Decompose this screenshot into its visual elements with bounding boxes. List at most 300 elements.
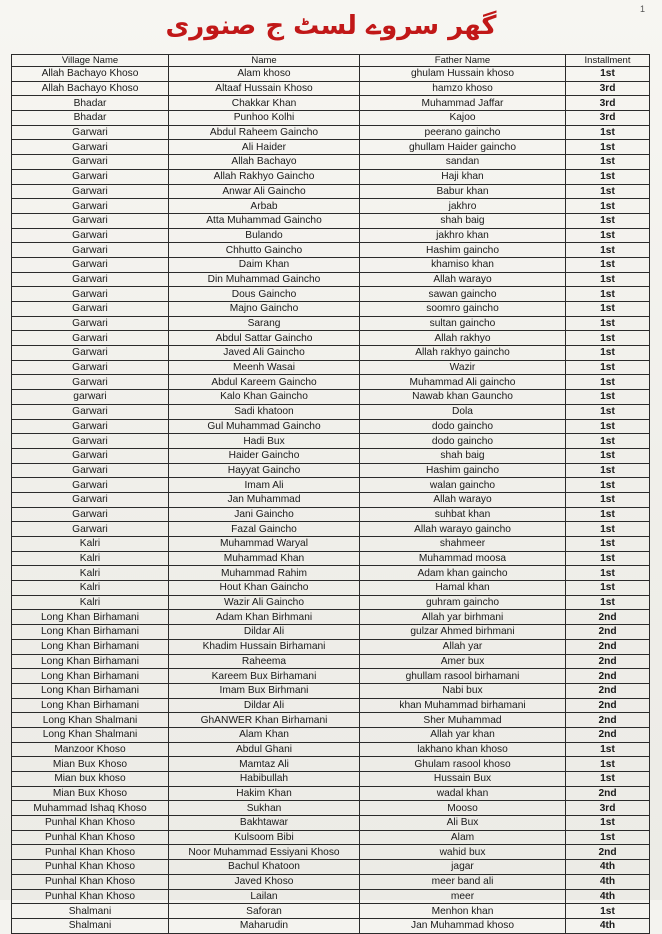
village-cell: Bhadar <box>12 111 169 126</box>
table-row <box>12 639 650 654</box>
installment-cell: 3rd <box>566 96 650 111</box>
name-cell: Chakkar Khan <box>169 96 360 111</box>
father-name-cell: jakhro <box>360 199 566 214</box>
name-cell: Bachul Khatoon <box>169 860 360 875</box>
village-cell: Garwari <box>12 375 169 390</box>
village-cell: Allah Bachayo Khoso <box>12 67 169 82</box>
table-row <box>12 816 650 831</box>
village-cell: Garwari <box>12 228 169 243</box>
table-row <box>12 669 650 684</box>
table-row <box>12 419 650 434</box>
village-cell: Garwari <box>12 140 169 155</box>
table-row <box>12 169 650 184</box>
name-cell: Hadi Bux <box>169 434 360 449</box>
father-name-cell: Dola <box>360 404 566 419</box>
name-cell: Abdul Ghani <box>169 742 360 757</box>
table-row <box>12 904 650 919</box>
table-row <box>12 448 650 463</box>
father-name-cell: Muhammad moosa <box>360 551 566 566</box>
table-row <box>12 581 650 596</box>
installment-cell: 2nd <box>566 713 650 728</box>
name-cell: Kalo Khan Gaincho <box>169 390 360 405</box>
father-name-cell: Hashim gaincho <box>360 243 566 258</box>
village-cell: Long Khan Birhamani <box>12 639 169 654</box>
table-row <box>12 786 650 801</box>
installment-cell: 1st <box>566 287 650 302</box>
installment-cell: 1st <box>566 419 650 434</box>
village-cell: Kalri <box>12 581 169 596</box>
name-cell: Din Muhammad Gaincho <box>169 272 360 287</box>
table-row <box>12 713 650 728</box>
village-cell: Garwari <box>12 169 169 184</box>
table-row <box>12 566 650 581</box>
table-row <box>12 727 650 742</box>
name-cell: Imam Ali <box>169 478 360 493</box>
name-cell: Punhoo Kolhi <box>169 111 360 126</box>
name-cell: Javed Ali Gaincho <box>169 346 360 361</box>
table-row <box>12 140 650 155</box>
installment-cell: 1st <box>566 199 650 214</box>
father-name-cell: Hussain Bux <box>360 772 566 787</box>
installment-cell: 1st <box>566 757 650 772</box>
father-name-cell: Amer bux <box>360 654 566 669</box>
name-cell: Abdul Kareem Gaincho <box>169 375 360 390</box>
father-name-cell: Allah warayo <box>360 272 566 287</box>
father-name-cell: Hamal khan <box>360 581 566 596</box>
installment-cell: 1st <box>566 375 650 390</box>
father-name-cell: Haji khan <box>360 169 566 184</box>
installment-cell: 4th <box>566 889 650 904</box>
installment-cell: 1st <box>566 67 650 82</box>
installment-cell: 4th <box>566 860 650 875</box>
village-cell: Shalmani <box>12 918 169 933</box>
village-cell: Kalri <box>12 566 169 581</box>
father-name-cell: Allah yar <box>360 639 566 654</box>
village-cell: Garwari <box>12 419 169 434</box>
village-cell: Kalri <box>12 595 169 610</box>
table-row <box>12 346 650 361</box>
name-cell: Ali Haider <box>169 140 360 155</box>
installment-cell: 1st <box>566 434 650 449</box>
father-name-cell: ghulam Hussain khoso <box>360 67 566 82</box>
table-row <box>12 801 650 816</box>
father-name-cell: Allah rakhyo <box>360 331 566 346</box>
father-name-cell: sawan gaincho <box>360 287 566 302</box>
village-cell: Garwari <box>12 507 169 522</box>
village-cell: Garwari <box>12 360 169 375</box>
installment-cell: 2nd <box>566 683 650 698</box>
table-row <box>12 463 650 478</box>
installment-cell: 1st <box>566 316 650 331</box>
installment-cell: 1st <box>566 346 650 361</box>
installment-cell: 1st <box>566 360 650 375</box>
installment-cell: 1st <box>566 448 650 463</box>
village-cell: Shalmani <box>12 904 169 919</box>
father-name-cell: Allah warayo <box>360 492 566 507</box>
installment-cell: 1st <box>566 478 650 493</box>
father-name-cell: khamiso khan <box>360 257 566 272</box>
name-cell: Abdul Raheem Gaincho <box>169 125 360 140</box>
installment-cell: 2nd <box>566 610 650 625</box>
name-cell: Muhammad Waryal <box>169 537 360 552</box>
village-cell: Punhal Khan Khoso <box>12 816 169 831</box>
table-row <box>12 492 650 507</box>
installment-cell: 1st <box>566 184 650 199</box>
table-header-row <box>12 55 650 67</box>
father-name-cell: Kajoo <box>360 111 566 126</box>
installment-cell: 1st <box>566 257 650 272</box>
village-cell: Garwari <box>12 434 169 449</box>
column-header-name: Name <box>169 55 360 67</box>
village-cell: Garwari <box>12 243 169 258</box>
table-row <box>12 375 650 390</box>
name-cell: Sukhan <box>169 801 360 816</box>
column-header-village: Village Name <box>12 55 169 67</box>
father-name-cell: jakhro khan <box>360 228 566 243</box>
installment-cell: 2nd <box>566 786 650 801</box>
father-name-cell: Nabi bux <box>360 683 566 698</box>
table-row <box>12 199 650 214</box>
father-name-cell: Wazir <box>360 360 566 375</box>
father-name-cell: Ali Bux <box>360 816 566 831</box>
village-cell: Garwari <box>12 155 169 170</box>
village-cell: Mian bux khoso <box>12 772 169 787</box>
father-name-cell: meer band ali <box>360 874 566 889</box>
table-row <box>12 610 650 625</box>
installment-cell: 2nd <box>566 845 650 860</box>
village-cell: Punhal Khan Khoso <box>12 889 169 904</box>
name-cell: Allah Bachayo <box>169 155 360 170</box>
name-cell: Daim Khan <box>169 257 360 272</box>
table-row <box>12 67 650 82</box>
father-name-cell: Allah warayo gaincho <box>360 522 566 537</box>
name-cell: Allah Rakhyo Gaincho <box>169 169 360 184</box>
village-cell: Garwari <box>12 522 169 537</box>
name-cell: Lailan <box>169 889 360 904</box>
table-row <box>12 507 650 522</box>
village-cell: Manzoor Khoso <box>12 742 169 757</box>
installment-cell: 1st <box>566 404 650 419</box>
village-cell: Garwari <box>12 346 169 361</box>
village-cell: Garwari <box>12 287 169 302</box>
village-cell: Long Khan Birhamani <box>12 669 169 684</box>
name-cell: Haider Gaincho <box>169 448 360 463</box>
installment-cell: 1st <box>566 155 650 170</box>
name-cell: Altaaf Hussain Khoso <box>169 81 360 96</box>
name-cell: Habibullah <box>169 772 360 787</box>
name-cell: Adam Khan Birhmani <box>169 610 360 625</box>
name-cell: Kareem Bux Birhamani <box>169 669 360 684</box>
village-cell: Bhadar <box>12 96 169 111</box>
father-name-cell: Mooso <box>360 801 566 816</box>
father-name-cell: dodo gaincho <box>360 434 566 449</box>
name-cell: Bakhtawar <box>169 816 360 831</box>
father-name-cell: sultan gaincho <box>360 316 566 331</box>
father-name-cell: peerano gaincho <box>360 125 566 140</box>
installment-cell: 2nd <box>566 639 650 654</box>
table-row <box>12 537 650 552</box>
name-cell: Jan Muhammad <box>169 492 360 507</box>
father-name-cell: Muhammad Jaffar <box>360 96 566 111</box>
father-name-cell: sandan <box>360 155 566 170</box>
table-row <box>12 434 650 449</box>
father-name-cell: guhram gaincho <box>360 595 566 610</box>
father-name-cell: Allah rakhyo gaincho <box>360 346 566 361</box>
village-cell: Long Khan Shalmani <box>12 713 169 728</box>
village-cell: Garwari <box>12 257 169 272</box>
name-cell: Dous Gaincho <box>169 287 360 302</box>
installment-cell: 1st <box>566 302 650 317</box>
village-cell: Garwari <box>12 492 169 507</box>
village-cell: Mian Bux Khoso <box>12 757 169 772</box>
name-cell: Dildar Ali <box>169 698 360 713</box>
installment-cell: 1st <box>566 331 650 346</box>
father-name-cell: Menhon khan <box>360 904 566 919</box>
table-row <box>12 654 650 669</box>
village-cell: Long Khan Shalmani <box>12 727 169 742</box>
installment-cell: 1st <box>566 904 650 919</box>
village-cell: Garwari <box>12 316 169 331</box>
father-name-cell: Alam <box>360 830 566 845</box>
father-name-cell: Ghulam rasool khoso <box>360 757 566 772</box>
village-cell: Kalri <box>12 537 169 552</box>
table-row <box>12 830 650 845</box>
village-cell: Garwari <box>12 125 169 140</box>
installment-cell: 1st <box>566 213 650 228</box>
installment-cell: 1st <box>566 742 650 757</box>
father-name-cell: Hashim gaincho <box>360 463 566 478</box>
village-cell: Long Khan Birhamani <box>12 683 169 698</box>
name-cell: Atta Muhammad Gaincho <box>169 213 360 228</box>
table-row <box>12 404 650 419</box>
father-name-cell: Allah yar khan <box>360 727 566 742</box>
name-cell: Saforan <box>169 904 360 919</box>
father-name-cell: meer <box>360 889 566 904</box>
village-cell: Punhal Khan Khoso <box>12 845 169 860</box>
column-header-father-name: Father Name <box>360 55 566 67</box>
installment-cell: 1st <box>566 463 650 478</box>
name-cell: Sadi khatoon <box>169 404 360 419</box>
table-row <box>12 522 650 537</box>
installment-cell: 2nd <box>566 625 650 640</box>
village-cell: Punhal Khan Khoso <box>12 874 169 889</box>
father-name-cell: khan Muhammad birhamani <box>360 698 566 713</box>
name-cell: Hout Khan Gaincho <box>169 581 360 596</box>
table-row <box>12 184 650 199</box>
installment-cell: 3rd <box>566 81 650 96</box>
survey-list-table <box>11 54 650 934</box>
table-row <box>12 772 650 787</box>
name-cell: Alam khoso <box>169 67 360 82</box>
table-row <box>12 331 650 346</box>
father-name-cell: lakhano khan khoso <box>360 742 566 757</box>
name-cell: Gul Muhammad Gaincho <box>169 419 360 434</box>
village-cell: Mian Bux Khoso <box>12 786 169 801</box>
name-cell: Majno Gaincho <box>169 302 360 317</box>
table-row <box>12 360 650 375</box>
table-row <box>12 478 650 493</box>
installment-cell: 1st <box>566 125 650 140</box>
village-cell: Garwari <box>12 404 169 419</box>
father-name-cell: soomro gaincho <box>360 302 566 317</box>
father-name-cell: Jan Muhammad khoso <box>360 918 566 933</box>
village-cell: Long Khan Birhamani <box>12 654 169 669</box>
name-cell: Hakim Khan <box>169 786 360 801</box>
installment-cell: 2nd <box>566 727 650 742</box>
column-header-installment: Installment <box>566 55 650 67</box>
table-row <box>12 683 650 698</box>
installment-cell: 1st <box>566 492 650 507</box>
installment-cell: 1st <box>566 830 650 845</box>
table-row <box>12 125 650 140</box>
father-name-cell: dodo gaincho <box>360 419 566 434</box>
table-row <box>12 272 650 287</box>
village-cell: Long Khan Birhamani <box>12 698 169 713</box>
installment-cell: 4th <box>566 874 650 889</box>
father-name-cell: Adam khan gaincho <box>360 566 566 581</box>
name-cell: Bulando <box>169 228 360 243</box>
name-cell: Imam Bux Birhmani <box>169 683 360 698</box>
village-cell: Garwari <box>12 213 169 228</box>
name-cell: Mamtaz Ali <box>169 757 360 772</box>
table-row <box>12 81 650 96</box>
father-name-cell: ghullam Haider gaincho <box>360 140 566 155</box>
village-cell: Allah Bachayo Khoso <box>12 81 169 96</box>
name-cell: Wazir Ali Gaincho <box>169 595 360 610</box>
name-cell: Alam Khan <box>169 727 360 742</box>
table-row <box>12 243 650 258</box>
table-row <box>12 757 650 772</box>
village-cell: Punhal Khan Khoso <box>12 830 169 845</box>
installment-cell: 1st <box>566 507 650 522</box>
father-name-cell: Babur khan <box>360 184 566 199</box>
table-row <box>12 287 650 302</box>
name-cell: Javed Khoso <box>169 874 360 889</box>
table-row <box>12 390 650 405</box>
village-cell: Garwari <box>12 184 169 199</box>
father-name-cell: ghullam rasool birhamani <box>360 669 566 684</box>
village-cell: Garwari <box>12 448 169 463</box>
table-row <box>12 918 650 933</box>
father-name-cell: Nawab khan Gauncho <box>360 390 566 405</box>
installment-cell: 1st <box>566 581 650 596</box>
name-cell: Kulsoom Bibi <box>169 830 360 845</box>
father-name-cell: gulzar Ahmed birhmani <box>360 625 566 640</box>
installment-cell: 1st <box>566 595 650 610</box>
village-cell: Garwari <box>12 478 169 493</box>
table-row <box>12 860 650 875</box>
name-cell: Maharudin <box>169 918 360 933</box>
table-row <box>12 625 650 640</box>
installment-cell: 1st <box>566 816 650 831</box>
installment-cell: 1st <box>566 772 650 787</box>
installment-cell: 2nd <box>566 698 650 713</box>
installment-cell: 1st <box>566 169 650 184</box>
village-cell: Punhal Khan Khoso <box>12 860 169 875</box>
table-row <box>12 889 650 904</box>
father-name-cell: Sher Muhammad <box>360 713 566 728</box>
table-row <box>12 742 650 757</box>
name-cell: Muhammad Rahim <box>169 566 360 581</box>
village-cell: Long Khan Birhamani <box>12 625 169 640</box>
village-cell: Garwari <box>12 463 169 478</box>
table-row <box>12 845 650 860</box>
father-name-cell: walan gaincho <box>360 478 566 493</box>
father-name-cell: Muhammad Ali gaincho <box>360 375 566 390</box>
installment-cell: 1st <box>566 537 650 552</box>
name-cell: Sarang <box>169 316 360 331</box>
page-title: گھر سروے لسٹ ج صنوری <box>165 11 497 41</box>
table-row <box>12 874 650 889</box>
father-name-cell: jagar <box>360 860 566 875</box>
name-cell: Meenh Wasai <box>169 360 360 375</box>
installment-cell: 1st <box>566 522 650 537</box>
father-name-cell: shah baig <box>360 213 566 228</box>
name-cell: Noor Muhammad Essiyani Khoso <box>169 845 360 860</box>
installment-cell: 2nd <box>566 669 650 684</box>
name-cell: Anwar Ali Gaincho <box>169 184 360 199</box>
village-cell: Garwari <box>12 331 169 346</box>
installment-cell: 3rd <box>566 801 650 816</box>
table-row <box>12 96 650 111</box>
father-name-cell: Allah yar birhmani <box>360 610 566 625</box>
name-cell: Dildar Ali <box>169 625 360 640</box>
name-cell: Hayyat Gaincho <box>169 463 360 478</box>
name-cell: Chhutto Gaincho <box>169 243 360 258</box>
name-cell: GhANWER Khan Birhamani <box>169 713 360 728</box>
table-row <box>12 155 650 170</box>
installment-cell: 2nd <box>566 654 650 669</box>
installment-cell: 1st <box>566 566 650 581</box>
village-cell: Garwari <box>12 302 169 317</box>
father-name-cell: shahmeer <box>360 537 566 552</box>
name-cell: Raheema <box>169 654 360 669</box>
father-name-cell: suhbat khan <box>360 507 566 522</box>
village-cell: Muhammad Ishaq Khoso <box>12 801 169 816</box>
installment-cell: 1st <box>566 243 650 258</box>
table-row <box>12 551 650 566</box>
table-row <box>12 595 650 610</box>
name-cell: Arbab <box>169 199 360 214</box>
village-cell: Garwari <box>12 199 169 214</box>
village-cell: Long Khan Birhamani <box>12 610 169 625</box>
name-cell: Jani Gaincho <box>169 507 360 522</box>
installment-cell: 1st <box>566 272 650 287</box>
installment-cell: 1st <box>566 140 650 155</box>
table-row <box>12 213 650 228</box>
village-cell: garwari <box>12 390 169 405</box>
father-name-cell: wahid bux <box>360 845 566 860</box>
installment-cell: 1st <box>566 551 650 566</box>
name-cell: Muhammad Khan <box>169 551 360 566</box>
name-cell: Fazal Gaincho <box>169 522 360 537</box>
table-row <box>12 257 650 272</box>
table-row <box>12 302 650 317</box>
table-row <box>12 698 650 713</box>
page-mark: 1 <box>640 4 646 14</box>
installment-cell: 1st <box>566 228 650 243</box>
installment-cell: 3rd <box>566 111 650 126</box>
father-name-cell: hamzo khoso <box>360 81 566 96</box>
table-row <box>12 111 650 126</box>
table-row <box>12 228 650 243</box>
installment-cell: 1st <box>566 390 650 405</box>
name-cell: Khadim Hussain Birhamani <box>169 639 360 654</box>
table-row <box>12 316 650 331</box>
village-cell: Kalri <box>12 551 169 566</box>
name-cell: Abdul Sattar Gaincho <box>169 331 360 346</box>
father-name-cell: wadal khan <box>360 786 566 801</box>
